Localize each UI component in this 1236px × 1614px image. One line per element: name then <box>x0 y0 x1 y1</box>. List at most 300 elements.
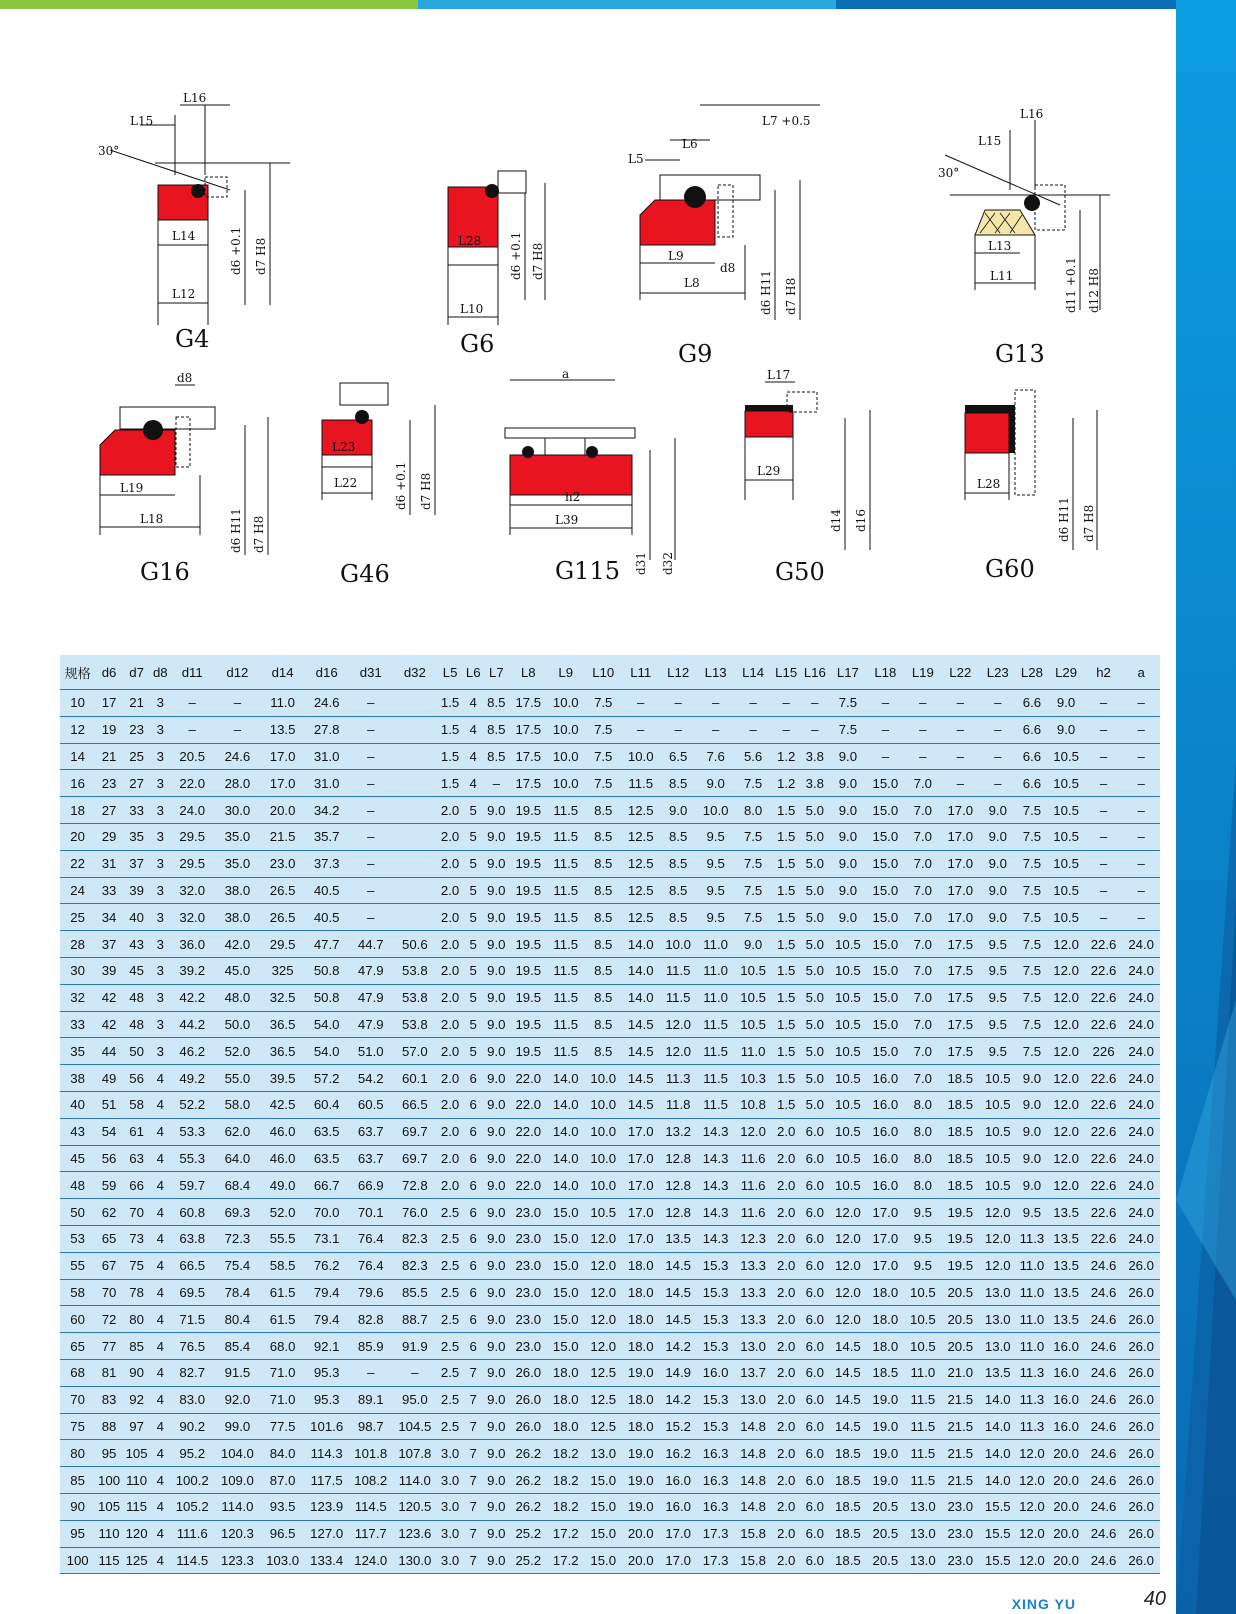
table-cell: 5.0 <box>805 936 824 952</box>
table-cell: 9.0 <box>1056 695 1076 711</box>
table-cell: 111.6 <box>176 1526 208 1542</box>
table-cell: 10.5 <box>1053 909 1079 925</box>
table-cell: 29 <box>101 829 117 845</box>
table-cell: 24.0 <box>1128 1070 1154 1086</box>
table-cell: 9.0 <box>487 1124 506 1140</box>
table-cell: 95 <box>70 1526 85 1542</box>
table-cell: 3.0 <box>440 1499 460 1515</box>
table-cell: – <box>881 748 890 764</box>
table-cell: 58 <box>70 1284 85 1300</box>
top-bar-green <box>0 0 418 9</box>
table-cell: 24.6 <box>1090 1258 1117 1274</box>
table-cell: – <box>1099 802 1108 818</box>
table-cell: 76.5 <box>179 1338 206 1354</box>
table-cell: 17.0 <box>947 909 974 925</box>
table-cell: 18.0 <box>872 1311 899 1327</box>
table-cell: 9.0 <box>487 882 506 898</box>
table-cell: 15.0 <box>872 936 899 952</box>
table-cell: 13.3 <box>740 1258 766 1274</box>
table-cell: 3 <box>156 1043 164 1059</box>
table-cell: 109.0 <box>220 1472 254 1488</box>
table-cell: 8.5 <box>594 856 613 872</box>
table-cell: 7.0 <box>913 936 932 952</box>
table-cell: 17.0 <box>269 748 296 764</box>
table-cell: 11.3 <box>1019 1365 1045 1381</box>
table-cell: 48 <box>129 1016 144 1032</box>
table-cell: 14.3 <box>702 1204 729 1220</box>
table-cell: 47.9 <box>357 1016 384 1032</box>
table-cell: 53.8 <box>401 963 428 979</box>
table-cell: 6.6 <box>1022 775 1042 791</box>
table-cell: 8.5 <box>487 748 506 764</box>
g60-dim-1: L28 <box>977 477 1001 491</box>
table-cell: 32.5 <box>269 990 296 1006</box>
table-cell: 120.5 <box>398 1499 432 1515</box>
diagram-g13 <box>910 85 1140 395</box>
table-cell: 2.0 <box>777 1472 796 1488</box>
g13-dim-6: d11 +0.1 <box>1064 257 1078 313</box>
g9-drawing <box>620 85 860 325</box>
table-cell: 15.0 <box>590 1499 617 1515</box>
table-cell: 10.0 <box>552 775 579 791</box>
table-cell: 1.5 <box>777 1097 796 1113</box>
table-cell: 7.5 <box>1022 882 1042 898</box>
table-cell: 15.3 <box>702 1418 729 1434</box>
table-cell: 20.0 <box>1053 1445 1079 1461</box>
table-cell: 63.7 <box>357 1150 384 1166</box>
table-cell: 50 <box>129 1043 144 1059</box>
table-cell: 5.0 <box>805 1070 824 1086</box>
table-cell: 57.2 <box>313 1070 340 1086</box>
table-cell: 9.0 <box>1022 1150 1042 1166</box>
g46-dim-1: L23 <box>332 440 356 454</box>
table-cell: – <box>811 695 819 711</box>
table-cell: 3.0 <box>440 1526 460 1542</box>
table-cell: 9.0 <box>1022 1177 1042 1193</box>
table-cell: 11.5 <box>703 1016 728 1032</box>
table-cell: 2.0 <box>440 856 460 872</box>
table-cell: 5.0 <box>805 990 824 1006</box>
table-cell: 21 <box>101 748 117 764</box>
table-cell: 2.0 <box>777 1311 796 1327</box>
table-cell: 12.0 <box>835 1284 861 1300</box>
table-cell: 23.0 <box>515 1338 542 1354</box>
table-cell: 17.3 <box>702 1526 729 1542</box>
table-cell: 16.0 <box>872 1124 899 1140</box>
table-cell: 6.0 <box>805 1526 824 1542</box>
table-cell: 17.0 <box>872 1258 899 1274</box>
column-header: L14 <box>742 664 765 680</box>
table-cell: 9.0 <box>487 1150 506 1166</box>
table-cell: 10.5 <box>835 963 861 979</box>
table-cell: 13.5 <box>984 1365 1011 1381</box>
table-cell: 19.5 <box>515 882 542 898</box>
column-header: L18 <box>874 664 897 680</box>
table-cell: 23.0 <box>515 1284 542 1300</box>
table-cell: – <box>749 695 757 711</box>
table-cell: 22.6 <box>1090 990 1117 1006</box>
table-cell: 7.0 <box>913 990 932 1006</box>
table-cell: – <box>919 722 927 738</box>
table-cell: 5.0 <box>805 882 824 898</box>
table-cell: – <box>956 775 964 791</box>
table-row <box>60 1467 1160 1494</box>
table-cell: 13.0 <box>740 1392 766 1408</box>
table-cell: 28 <box>70 936 85 952</box>
table-cell: 15.5 <box>984 1552 1011 1568</box>
table-cell: 14.0 <box>984 1392 1011 1408</box>
table-cell: 2.0 <box>777 1177 796 1193</box>
table-cell: 90.2 <box>179 1418 206 1434</box>
table-cell: 22.6 <box>1090 1150 1117 1166</box>
table-cell: 2.0 <box>440 1150 460 1166</box>
table-row <box>60 931 1160 958</box>
table-cell: 61 <box>129 1124 144 1140</box>
table-cell: 12.0 <box>1053 990 1079 1006</box>
table-cell: 17.5 <box>947 1016 974 1032</box>
g60-dim-2: d6 H11 <box>1057 497 1071 542</box>
table-cell: 2.0 <box>777 1150 796 1166</box>
g6-dim-2: L10 <box>460 302 484 316</box>
table-cell: 16.0 <box>1053 1418 1079 1434</box>
table-row <box>60 690 1160 717</box>
table-cell: 12.0 <box>1053 1124 1079 1140</box>
g9-dim-7: d6 H11 <box>759 270 773 315</box>
table-cell: 10.5 <box>835 1097 861 1113</box>
table-cell: 1.5 <box>777 856 796 872</box>
table-cell: 13.5 <box>269 722 296 738</box>
table-cell: 54.0 <box>313 1016 340 1032</box>
table-cell: 3.8 <box>805 775 824 791</box>
table-cell: 12.0 <box>665 1043 691 1059</box>
table-cell: 11.5 <box>553 802 579 818</box>
column-header: L11 <box>630 664 652 680</box>
table-cell: 14.0 <box>627 936 654 952</box>
table-cell: 52.0 <box>224 1043 251 1059</box>
table-cell: 9.0 <box>487 936 506 952</box>
table-cell: 79.4 <box>313 1284 340 1300</box>
table-cell: 9.5 <box>988 1016 1007 1032</box>
table-row <box>60 1252 1160 1279</box>
table-cell: 69.7 <box>401 1124 428 1140</box>
table-cell: 44.7 <box>357 936 384 952</box>
table-cell: 9.0 <box>838 856 858 872</box>
table-cell: 10.5 <box>1053 775 1079 791</box>
table-cell: 16.2 <box>665 1445 691 1461</box>
top-color-bar <box>0 0 1176 9</box>
table-cell: 24.0 <box>1128 1124 1154 1140</box>
table-cell: 42.0 <box>224 936 251 952</box>
table-cell: 9.0 <box>487 1365 506 1381</box>
column-header: L7 <box>489 664 504 680</box>
table-cell: 4 <box>469 695 477 711</box>
table-cell: 30.0 <box>224 802 251 818</box>
table-cell: 15.3 <box>702 1284 729 1300</box>
table-cell: 8.5 <box>594 1043 613 1059</box>
table-cell: 10.5 <box>984 1070 1011 1086</box>
table-cell: 10.0 <box>627 748 654 764</box>
table-cell: 18.5 <box>947 1177 974 1193</box>
table-cell: 25 <box>129 748 144 764</box>
table-row <box>60 1306 1160 1333</box>
table-cell: 12.0 <box>835 1231 861 1247</box>
table-cell: 17.5 <box>515 775 542 791</box>
table-cell: 75.4 <box>224 1258 251 1274</box>
table-cell: 3.0 <box>440 1445 460 1461</box>
table-cell: 49.2 <box>179 1070 206 1086</box>
table-cell: 26.5 <box>269 909 296 925</box>
table-cell: 18.0 <box>552 1392 579 1408</box>
table-cell: 92.0 <box>224 1392 251 1408</box>
table-cell: 9.0 <box>743 936 763 952</box>
table-cell: 31.0 <box>313 748 340 764</box>
table-cell: 2.5 <box>440 1258 460 1274</box>
table-cell: 15.0 <box>872 882 899 898</box>
table-cell: 15.0 <box>872 909 899 925</box>
table-cell: 13.5 <box>1053 1311 1079 1327</box>
table-cell: 44 <box>101 1043 117 1059</box>
table-cell: 50.0 <box>224 1016 251 1032</box>
table-cell: 12.0 <box>1019 1445 1045 1461</box>
table-cell: 40.5 <box>313 909 340 925</box>
table-cell: 24 <box>70 882 85 898</box>
table-cell: 26.0 <box>1128 1311 1154 1327</box>
table-cell: 26.2 <box>515 1499 542 1515</box>
g60-dim-3: d7 H8 <box>1082 504 1096 542</box>
table-cell: 12.0 <box>740 1124 766 1140</box>
table-cell: 8.5 <box>594 909 613 925</box>
table-cell: 7.5 <box>838 695 858 711</box>
g13-dim-2: L15 <box>978 134 1002 148</box>
table-cell: 18.2 <box>552 1472 579 1488</box>
table-cell: 10.5 <box>909 1284 936 1300</box>
table-cell: 12.0 <box>835 1204 861 1220</box>
table-cell: – <box>367 748 375 764</box>
table-cell: 40 <box>70 1097 85 1113</box>
table-cell: 18.0 <box>627 1418 654 1434</box>
table-cell: 9.0 <box>487 1070 506 1086</box>
table-cell: 1.5 <box>440 722 460 738</box>
g46-dim-3: d6 +0.1 <box>394 461 408 510</box>
table-cell: 15.3 <box>702 1311 729 1327</box>
table-cell: 12.8 <box>665 1204 691 1220</box>
table-cell: 16.0 <box>665 1472 691 1488</box>
table-cell: 27 <box>101 802 117 818</box>
column-header: d32 <box>403 664 426 680</box>
table-cell <box>393 904 437 931</box>
table-cell: 63.5 <box>313 1150 340 1166</box>
table-cell: 15.8 <box>740 1552 766 1568</box>
table-cell: 32.0 <box>179 882 206 898</box>
table-cell: 26.0 <box>1128 1284 1154 1300</box>
table-cell: 16.3 <box>702 1445 729 1461</box>
table-cell: 10.5 <box>909 1311 936 1327</box>
table-cell: 98.7 <box>357 1418 384 1434</box>
table-cell: 40.5 <box>313 882 340 898</box>
table-cell: 12.5 <box>627 802 654 818</box>
table-cell: 9.0 <box>1022 1070 1042 1086</box>
table-cell: 3 <box>156 856 164 872</box>
table-cell: 27 <box>129 775 144 791</box>
table-cell: 11.5 <box>703 1070 728 1086</box>
table-cell: 3 <box>156 882 164 898</box>
table-cell: 15.0 <box>872 775 899 791</box>
table-cell: 92.1 <box>313 1338 340 1354</box>
table-cell: 18.5 <box>835 1472 861 1488</box>
table-cell: 14.0 <box>984 1472 1011 1488</box>
table-cell: 10.5 <box>984 1097 1011 1113</box>
table-cell: 9.0 <box>487 1499 506 1515</box>
table-cell: 9.0 <box>988 829 1007 845</box>
table-cell: 24.6 <box>1090 1392 1117 1408</box>
table-cell: 46.0 <box>269 1124 296 1140</box>
table-cell: 4 <box>156 1070 164 1086</box>
table-cell: 55.5 <box>269 1231 296 1247</box>
table-cell: 2.5 <box>440 1392 460 1408</box>
g4-dim-4: L14 <box>172 229 196 243</box>
table-cell: 16 <box>70 775 85 791</box>
table-cell: 5 <box>469 1016 477 1032</box>
table-cell: 61.5 <box>269 1311 296 1327</box>
table-cell: 8.5 <box>594 1016 613 1032</box>
table-cell: 22.6 <box>1090 1124 1117 1140</box>
table-row <box>60 1279 1160 1306</box>
table-cell: 64.0 <box>224 1150 251 1166</box>
table-cell: 20.0 <box>1053 1499 1079 1515</box>
table-cell: 24.6 <box>1090 1338 1117 1354</box>
table-cell: – <box>711 722 720 738</box>
table-row <box>60 1413 1160 1440</box>
table-cell: 9.0 <box>487 1552 506 1568</box>
table-cell: 33 <box>129 802 144 818</box>
table-cell: 3.8 <box>805 748 824 764</box>
table-cell: 11.0 <box>1019 1284 1045 1300</box>
table-cell: – <box>711 695 720 711</box>
table-cell: 37.3 <box>313 856 340 872</box>
table-cell: 72 <box>101 1311 117 1327</box>
diagram-g60 <box>965 370 1145 655</box>
table-cell: 7.5 <box>743 882 763 898</box>
table-cell: 35.7 <box>313 829 340 845</box>
table-cell: 18 <box>70 802 85 818</box>
table-cell: 17.5 <box>515 748 542 764</box>
table-cell: 30 <box>70 963 85 979</box>
table-cell: 12.0 <box>1019 1526 1045 1542</box>
table-cell: 4 <box>156 1311 164 1327</box>
table-cell: 18.5 <box>835 1499 861 1515</box>
table-cell: 3 <box>156 695 164 711</box>
table-cell <box>393 690 437 717</box>
table-cell: 11.8 <box>665 1097 691 1113</box>
table-cell: 6 <box>469 1284 477 1300</box>
table-cell: 75 <box>70 1418 85 1434</box>
table-cell: 6.6 <box>1022 722 1042 738</box>
table-cell: – <box>1099 829 1108 845</box>
table-cell: 17.0 <box>872 1204 899 1220</box>
table-cell: – <box>233 722 242 738</box>
table-cell: 63.7 <box>357 1124 384 1140</box>
table-cell: 12.0 <box>1019 1552 1045 1568</box>
table-cell: 70 <box>101 1284 117 1300</box>
table-cell: 11.5 <box>553 829 579 845</box>
table-body <box>60 690 1160 1574</box>
table-cell: 58.0 <box>224 1097 251 1113</box>
table-cell: 14.0 <box>627 963 654 979</box>
table-cell: 6 <box>469 1231 477 1247</box>
table-cell: 46.2 <box>179 1043 206 1059</box>
table-cell: 1.5 <box>777 963 796 979</box>
table-cell: – <box>1137 882 1145 898</box>
table-cell: 16.3 <box>702 1472 729 1488</box>
g50-dim-4: d16 <box>854 509 868 532</box>
table-cell: 19.5 <box>947 1258 974 1274</box>
table-cell: 24.0 <box>1128 1016 1154 1032</box>
table-cell: 26.2 <box>515 1445 542 1461</box>
table-cell: 17.5 <box>515 695 542 711</box>
table-cell: 15.0 <box>590 1526 617 1542</box>
table-cell: 7 <box>469 1365 477 1381</box>
table-cell: 27.8 <box>313 722 340 738</box>
table-cell: 85.5 <box>401 1284 428 1300</box>
table-cell: 18.5 <box>835 1552 861 1568</box>
column-header: h2 <box>1096 664 1111 680</box>
g46-label: G46 <box>340 560 390 588</box>
table-cell <box>393 877 437 904</box>
table-cell: 12.0 <box>590 1338 617 1354</box>
table-cell: 19 <box>101 722 117 738</box>
table-cell: 65 <box>70 1338 85 1354</box>
table-cell: 66.7 <box>313 1177 340 1193</box>
table-cell: 14.5 <box>627 1070 654 1086</box>
table-cell: 114.3 <box>310 1445 343 1461</box>
table-cell: – <box>367 856 375 872</box>
table-cell: 50 <box>70 1204 85 1220</box>
table-cell: 3 <box>156 722 164 738</box>
table-cell: 17.3 <box>702 1552 729 1568</box>
table-cell: 88.7 <box>401 1311 428 1327</box>
table-cell: 50.8 <box>313 963 340 979</box>
table-cell <box>393 823 437 850</box>
column-header: L22 <box>949 664 972 680</box>
table-cell: 5.0 <box>805 1043 824 1059</box>
table-cell: 63.5 <box>313 1124 340 1140</box>
table-cell: 70 <box>70 1392 85 1408</box>
table-cell: 22.0 <box>515 1124 542 1140</box>
table-cell: 24.6 <box>1090 1311 1117 1327</box>
table-cell: 16.0 <box>872 1150 899 1166</box>
table-cell: 2.5 <box>440 1311 460 1327</box>
table-cell: 58.5 <box>269 1258 296 1274</box>
table-cell: 57.0 <box>401 1043 428 1059</box>
g9-dim-4: L9 <box>668 249 684 263</box>
column-header: d7 <box>129 664 144 680</box>
table-cell: – <box>749 722 757 738</box>
table-cell: 52.0 <box>269 1204 296 1220</box>
table-cell: 7.5 <box>743 856 763 872</box>
table-cell: – <box>674 722 682 738</box>
column-header: d14 <box>271 664 294 680</box>
table-cell: 10.5 <box>835 1150 861 1166</box>
table-cell: 10.5 <box>1053 748 1079 764</box>
table-cell: 5 <box>469 909 477 925</box>
table-cell: 9.0 <box>1022 1097 1042 1113</box>
table-cell: 8.5 <box>594 936 613 952</box>
table-cell: 11.5 <box>703 1043 728 1059</box>
table-cell: 11.0 <box>703 963 728 979</box>
table-cell: 100.2 <box>175 1472 209 1488</box>
table-cell: 47.9 <box>357 990 384 1006</box>
table-cell: 19.0 <box>627 1472 654 1488</box>
